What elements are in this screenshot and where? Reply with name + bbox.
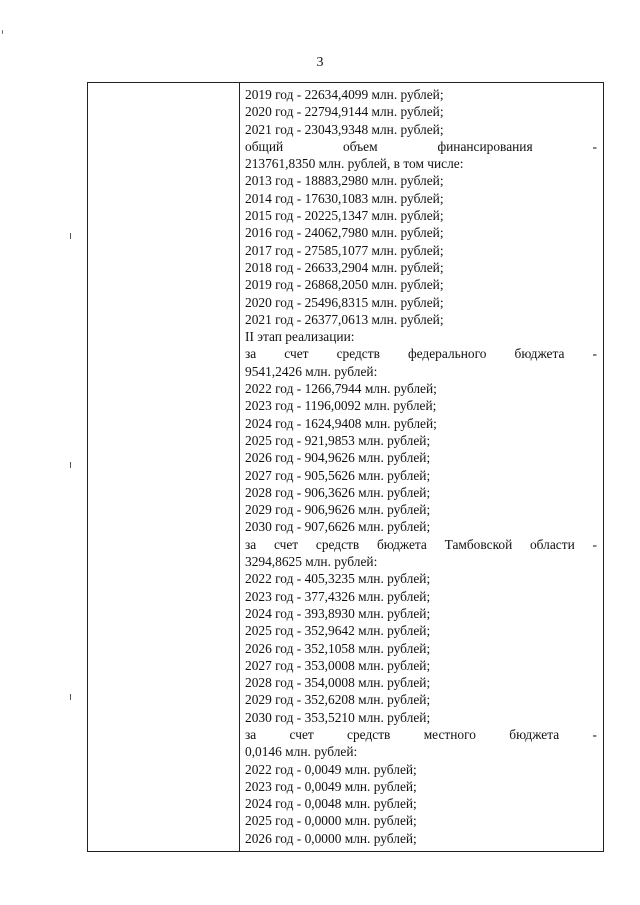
text-line: 2030 год - 907,6626 млн. рублей; [245,519,431,535]
text-line [245,345,597,362]
text-word: Тамбовской [444,536,513,552]
text-line: 2023 год - 377,4326 млн. рублей; [245,588,431,604]
text-line: 2027 год - 353,0008 млн. рублей; [245,657,431,673]
text-word: средств [347,726,391,742]
table-content-cell [240,83,603,851]
text-line [245,138,597,155]
text-line: 2026 год - 904,9626 млн. рублей; [245,450,431,466]
text-line: 2020 год - 22794,9144 млн. рублей; [245,104,444,120]
text-line: 2029 год - 352,6208 млн. рублей; [245,692,431,708]
text-line: 2016 год - 24062,7980 млн. рублей; [245,225,444,241]
text-line: 2022 год - 0,0049 млн. рублей; [245,761,417,777]
text-word: местного [423,726,476,742]
text-line: 2028 год - 906,3626 млн. рублей; [245,484,431,500]
text-word: бюджета [376,536,427,552]
text-line: 2025 год - 0,0000 млн. рублей; [245,813,417,829]
text-word: счет [284,346,309,362]
text-line [245,536,597,553]
scan-mark [70,694,71,700]
text-line: II этап реализации: [245,329,355,345]
text-word: федерального [407,346,487,362]
text-line: 2019 год - 26868,2050 млн. рублей; [245,277,444,293]
text-line: 2022 год - 1266,7944 млн. рублей; [245,381,437,397]
text-line: 2023 год - 0,0049 млн. рублей; [245,778,417,794]
text-word: - [592,138,597,154]
text-line: 2025 год - 921,9853 млн. рублей; [245,432,431,448]
text-line: 2029 год - 906,9626 млн. рублей; [245,502,431,518]
text-line: 3294,8625 млн. рублей: [245,554,378,570]
text-word: за [245,536,257,552]
text-word: бюджета [509,726,560,742]
text-word: общий [245,138,284,154]
text-word: за [245,346,257,362]
scan-mark [70,233,71,239]
text-word: финансирования [437,138,533,154]
text-word: счет [289,726,314,742]
text-line: 2021 год - 26377,0613 млн. рублей; [245,311,444,327]
text-word: области [529,536,575,552]
text-line: 2021 год - 23043,9348 млн. рублей; [245,121,444,137]
text-word: - [592,346,597,362]
text-line: 2015 год - 20225,1347 млн. рублей; [245,208,444,224]
text-word: за [245,726,257,742]
text-line: 2024 год - 1624,9408 млн. рублей; [245,415,437,431]
text-line: 2024 год - 0,0048 млн. рублей; [245,796,417,812]
text-word: - [592,726,597,742]
text-word: средств [315,536,360,552]
text-line: 2017 год - 27585,1077 млн. рублей; [245,242,444,258]
text-line: 2013 год - 18883,2980 млн. рублей; [245,173,444,189]
text-line: 2018 год - 26633,2904 млн. рублей; [245,259,444,275]
text-word: средств [336,346,380,362]
text-line: 2019 год - 22634,4099 млн. рублей; [245,87,444,102]
text-line: 2026 год - 0,0000 млн. рублей; [245,830,417,846]
text-line: 2023 год - 1196,0092 млн. рублей; [245,398,437,414]
scan-mark [2,30,3,34]
text-word: объем [343,138,378,154]
text-line: 2020 год - 25496,8315 млн. рублей; [245,294,444,310]
text-line: 2024 год - 393,8930 млн. рублей; [245,605,431,621]
text-line: 0,0146 млн. рублей: [245,744,358,760]
text-line: 2022 год - 405,3235 млн. рублей; [245,571,431,587]
text-line: 2025 год - 352,9642 млн. рублей; [245,623,431,639]
page-number: 3 [316,55,324,70]
text-line: 2026 год - 352,1058 млн. рублей; [245,640,431,656]
text-line: 2028 год - 354,0008 млн. рублей; [245,675,431,691]
scan-mark [70,462,71,468]
passport-table [87,82,604,852]
text-line: 213761,8350 млн. рублей, в том числе: [245,156,464,172]
text-line [245,726,597,743]
text-word: счет [273,536,299,552]
text-line: 2027 год - 905,5626 млн. рублей; [245,467,431,483]
text-word: бюджета [514,346,565,362]
table-label-cell [88,83,240,851]
text-line: 2030 год - 353,5210 млн. рублей; [245,709,431,725]
text-line: 2014 год - 17630,1083 млн. рублей; [245,190,444,206]
text-word: - [592,536,597,552]
text-line: 9541,2426 млн. рублей: [245,363,378,379]
